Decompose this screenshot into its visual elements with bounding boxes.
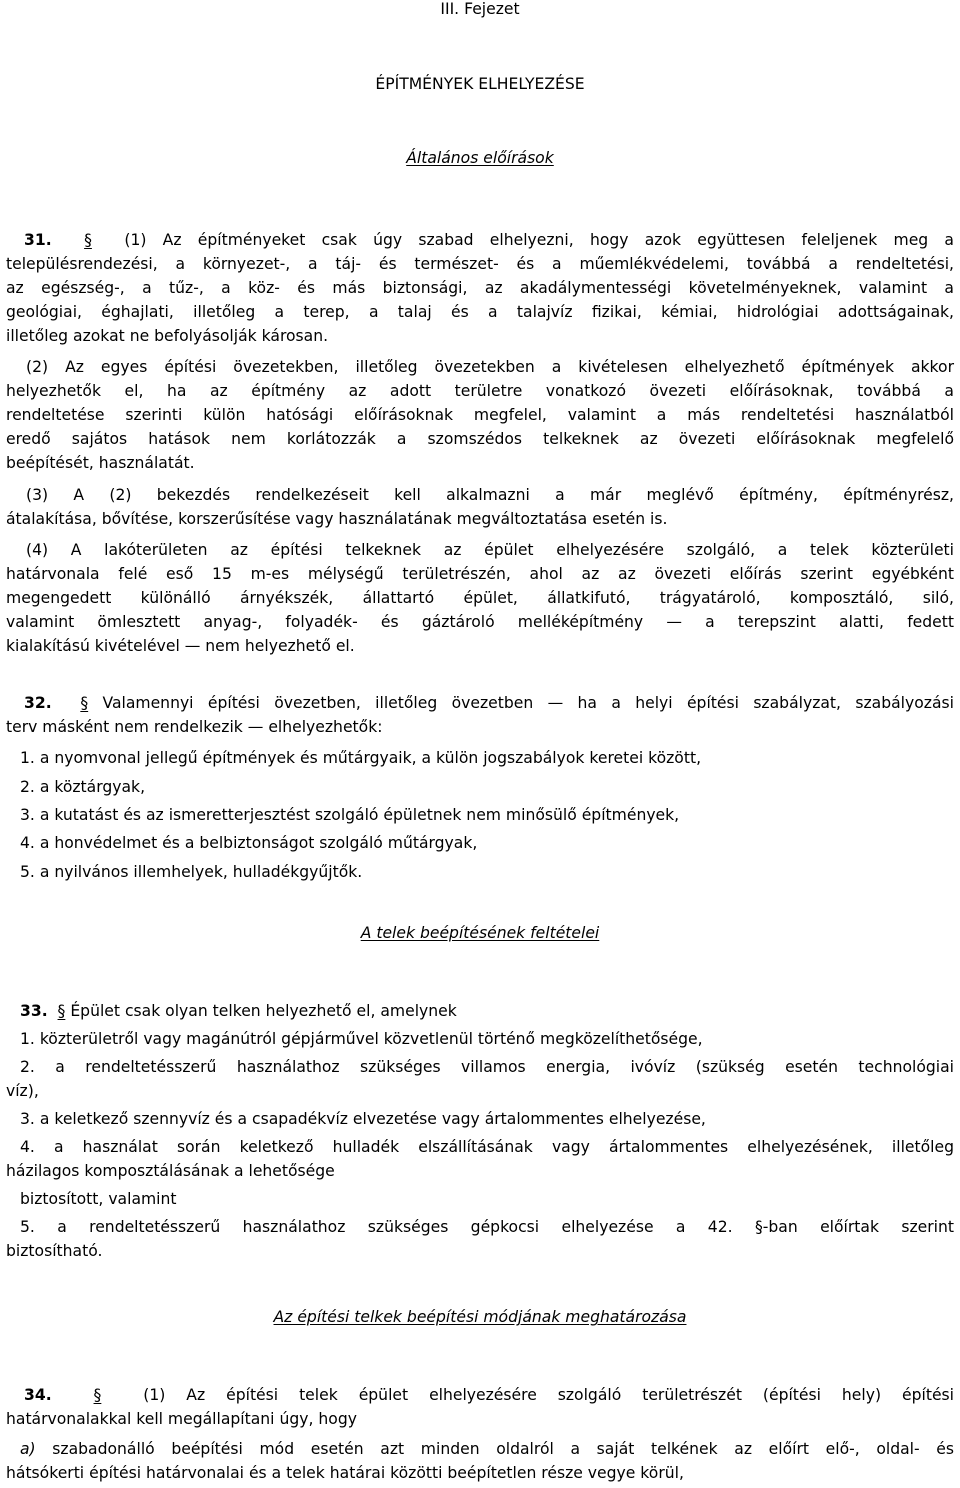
section-number: 31. [24, 231, 52, 249]
text-line: átalakítása, bővítése, korszerűsítése vagy használatának megváltoztatása esetén is. [6, 510, 668, 528]
text-line: (1) Az építési telek épület elhelyezésére szolgáló területrészét (építési hely) építési [143, 1386, 954, 1404]
list-item-continuation: házilagos komposztálásának a lehetősége [6, 1162, 335, 1180]
text-line: Valamennyi építési övezetben, illetőleg övezetben — ha a helyi építési szabályzat, szabályozási [102, 694, 954, 712]
text-line: kialakítású kivételével — nem helyezhető el. [6, 637, 355, 655]
text-line: rendeltetése szerinti külön hatósági előírásoknak megfelel, valamint a más rendeltetési használatból [6, 406, 954, 424]
section-33-intro [6, 999, 954, 1023]
chapter-title: ÉPÍTMÉNYEK ELHELYEZÉSE [375, 75, 585, 93]
text-line: (4) A lakóterületen az építési telkeknek az épület elhelyezésére szolgáló, a telek közterületi [26, 541, 954, 559]
list-item: 3. a kutatást és az ismeretterjesztést szolgáló épületnek nem minősülő építmények, [20, 806, 680, 824]
text-line: illetőleg azokat ne befolyásolják károsan. [6, 327, 329, 345]
subheading-building-method: Az építési telkek beépítési módjának meghatározása [273, 1308, 687, 1326]
list-item-continuation: víz), [6, 1082, 39, 1100]
list-item-continuation: biztosítható. [6, 1242, 103, 1260]
text-line: (2) Az egyes építési övezetekben, illetőleg övezetekben a kivételesen elhelyezhető építmények akkor [26, 358, 954, 376]
list-item: 3. a keletkező szennyvíz és a csapadékvíz elvezetése vagy ártalommentes elhelyezése, [20, 1110, 706, 1128]
text-line: szabadonálló beépítési mód esetén azt minden oldalról a saját telkének az előírt elő-, oldal- és [35, 1440, 954, 1458]
section-31-paragraph-4 [6, 538, 954, 634]
section-31-paragraph-1 [6, 228, 954, 324]
text-line: (3) A (2) bekezdés rendelkezéseit kell alkalmazni a már meglévő építmény, építményrész, [26, 486, 954, 504]
section-32-intro [6, 691, 954, 715]
text-line: helyezhetők el, ha az építmény az adott területre vonatkozó övezeti előírásoknak, továbbá a [6, 382, 954, 400]
list-item-continuation: biztosított, valamint [20, 1190, 177, 1208]
text-line: eredő sajátos hatások nem korlátozzák a szomszédos telkeknek az övezeti előírásoknak megfelelő [6, 430, 954, 448]
list-item: 1. közterületről vagy magánútról gépjárművel közvetlenül történő megközelíthetősége, [20, 1030, 703, 1048]
paragraph-sign: § [57, 1002, 66, 1020]
text-line: (1) Az építményeket csak úgy szabad elhelyezni, hogy azok együttesen feleljenek meg a [124, 231, 954, 249]
subheading-general: Általános előírások [406, 149, 554, 167]
list-item: 4. a használat során keletkező hulladék elszállításának vagy ártalommentes elhelyezésének, illetőleg [20, 1138, 954, 1156]
paragraph-sign: § [80, 694, 89, 712]
text-line: határvonala felé eső 15 m-es mélységű területrészén, ahol az az övezeti előírás szerint egyébként [6, 565, 954, 583]
paragraph-sign: § [84, 231, 92, 249]
text-line: terv másként nem rendelkezik — elhelyezhetők: [6, 718, 383, 736]
list-item [6, 1437, 954, 1461]
section-34-paragraph-1 [6, 1383, 954, 1407]
list-item: 2. a köztárgyak, [20, 778, 146, 796]
list-item: 5. a nyilvános illemhelyek, hulladékgyűjtők. [20, 863, 363, 881]
list-item: 4. a honvédelmet és a belbiztonságot szolgáló műtárgyak, [20, 834, 478, 852]
text-line: határvonalakkal kell megállapítani úgy, hogy [6, 1410, 357, 1428]
list-item: 2. a rendeltetésszerű használathoz szükséges villamos energia, ivóvíz (szükség esetén technológiai [20, 1058, 954, 1076]
text-line: településrendezési, a környezet-, a táj- és természet- és a műemlékvédelemi, továbbá a rendeltetési, [6, 255, 954, 273]
list-item: 5. a rendeltetésszerű használathoz szükséges gépkocsi elhelyezése a 42. §-ban előírtak szerint [20, 1218, 954, 1236]
list-item-continuation: hátsókerti építési határvonalai és a telek határai közötti beépítetlen része vegye körül, [6, 1464, 684, 1482]
text-line: geológiai, éghajlati, illetőleg a terep, a talaj és a talajvíz fizikai, kémiai, hidrológiai adottságainak, [6, 303, 954, 321]
section-number: 32. [24, 694, 52, 712]
list-item: 1. a nyomvonal jellegű építmények és műtárgyaik, a külön jogszabályok keretei között, [20, 749, 702, 767]
section-31-paragraph-2 [6, 355, 954, 451]
section-number: 34. [24, 1386, 52, 1404]
paragraph-sign: § [93, 1386, 102, 1404]
item-label: a) [20, 1440, 36, 1458]
text-line: Épület csak olyan telken helyezhető el, amelynek [70, 1002, 457, 1020]
text-line: valamint ömlesztett anyag-, folyadék- és gáztároló melléképítmény — a terepszint alatti, fedett [6, 613, 954, 631]
section-number: 33. [20, 1002, 48, 1020]
chapter-heading: III. Fejezet [440, 0, 520, 18]
section-31-paragraph-3 [6, 483, 954, 507]
text-line: megengedett különálló árnyékszék, állattartó épület, állatkifutó, trágyatároló, komposztáló, siló, [6, 589, 954, 607]
subheading-plot-conditions: A telek beépítésének feltételei [360, 924, 600, 942]
text-line: az egészség-, a tűz-, a köz- és más biztonsági, az akadálymentességi követelményeknek, valamint a [6, 279, 954, 297]
text-line: beépítését, használatát. [6, 454, 195, 472]
